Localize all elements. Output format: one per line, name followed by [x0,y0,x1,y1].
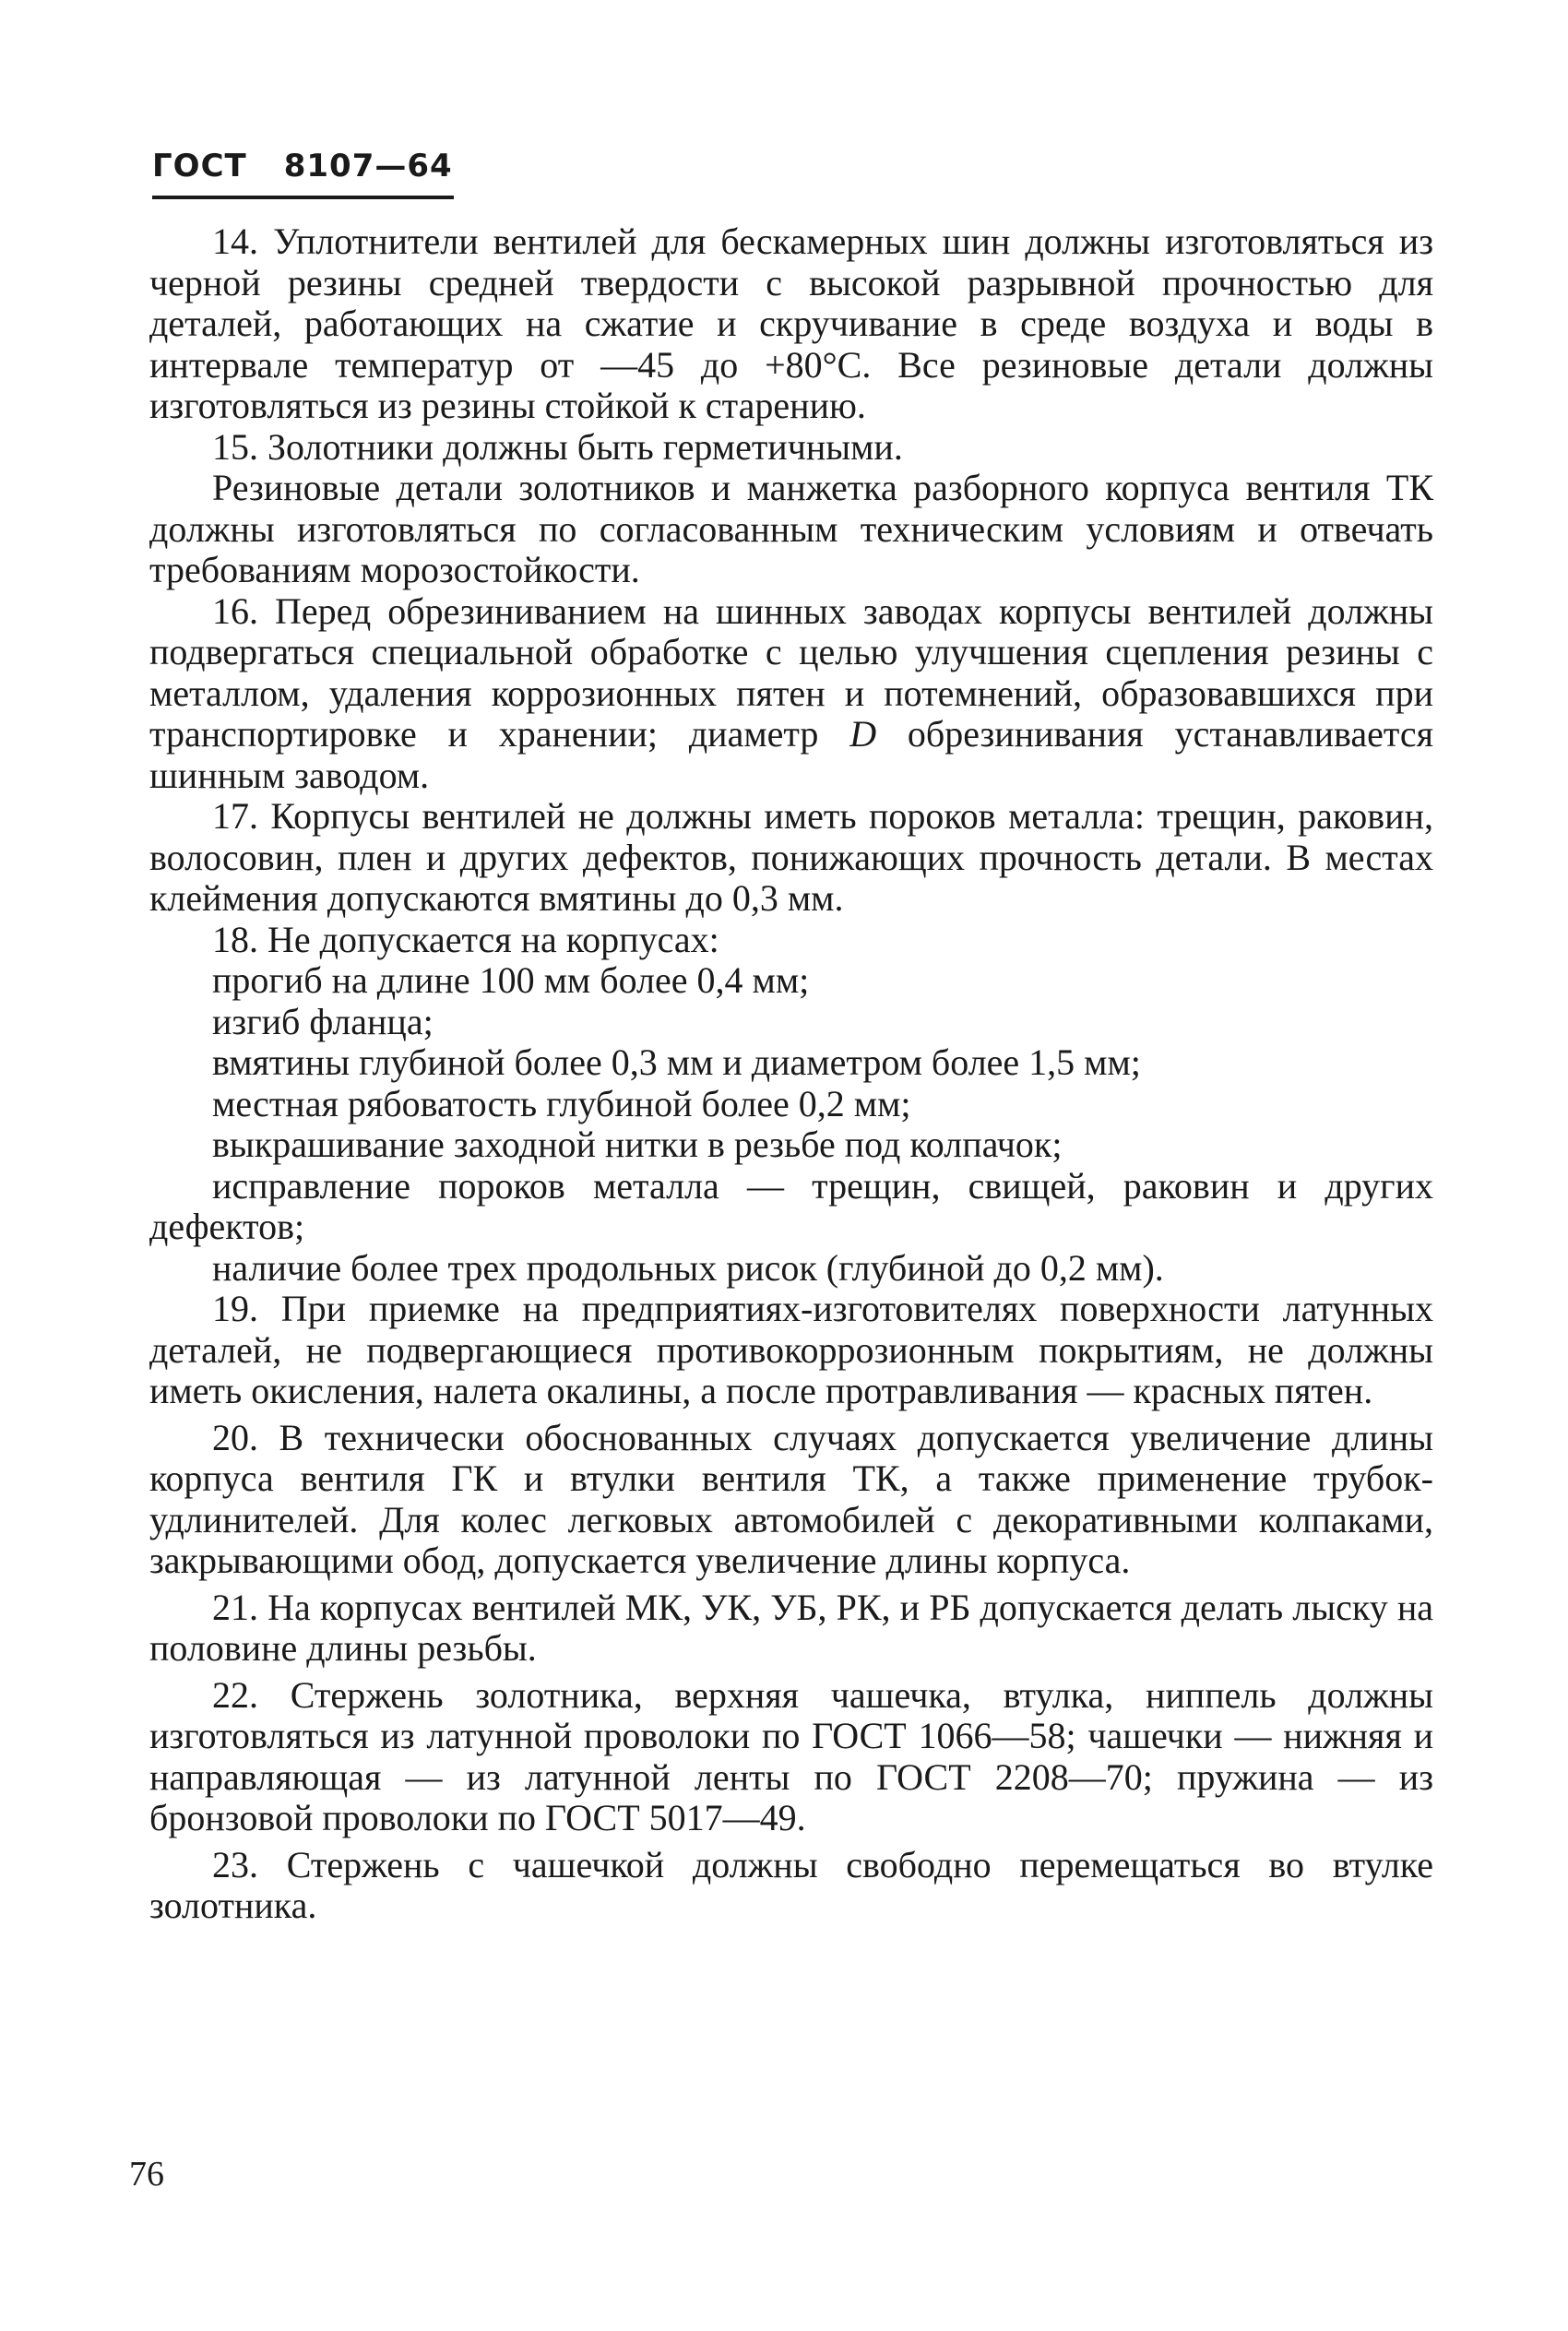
header-rule [152,196,454,199]
paragraph-15: 15. Золотники должны быть герметичными. [212,425,903,468]
paragraph-16-text-a: 16. Перед обрезиниванием на шинных заводах корпусы вентилей должны подвергаться специальной обработке с целью улучшения сцепления резины с металлом, удаления коррозионных пятен и потемнений, образовавшихся при транспортировке и хранении; диаметр [149,589,1433,755]
list-item: выкрашивание заходной нитки в резьбе под колпачок; [212,1124,1063,1165]
list-item: наличие более трех продольных рисок (глубиной до 0,2 мм). [212,1246,1164,1289]
paragraph-15-continued: Резиновые детали золотников и манжетка разборного корпуса вентиля ТК должны изготовляться по согласованным техническим условиям и отвечать требованиям морозостойкости. [149,467,1433,590]
running-header [152,148,457,184]
paragraph-23: 23. Стержень с чашечкой должны свободно перемещаться во втулке золотника. [149,1843,1433,1926]
paragraph-16 [149,591,1433,797]
paragraph-14: 14. Уплотнители вентилей для бескамерных шин должны изготовляться из черной резины средней твердости с высокой разрывной прочностью для деталей, работающих на сжатие и скручивание в среде воздуха и воды в интервале температур от —45 до +80°С. Все резиновые детали должны изготовляться из резины стойкой к старению. [149,220,1433,426]
header-gost: ГОСТ [152,148,247,184]
list-item: изгиб фланца; [212,1000,434,1042]
list-item: исправление пороков металла — трещин, свищей, раковин и других дефектов; [149,1164,1433,1247]
paragraph-18: 18. Не допускается на корпусах: [212,918,719,960]
paragraph-21: 21. На корпусах вентилей МК, УК, УБ, РК, и РБ допускается делать лыску на половине длины резьбы. [149,1586,1433,1669]
paragraph-19: 19. При приемке на предприятиях-изготовителях поверхности латунных деталей, не подвергающиеся противокоррозионным покрытиям, не должны иметь окисления, налета окалины, а после протравливания — красных пятен. [149,1288,1433,1411]
paragraph-20: 20. В технически обоснованных случаях допускается увеличение длины корпуса вентиля ГК и втулки вентиля ТК, а также применение трубок-удлинителей. Для колес легковых автомобилей с декоративными колпаками, закрывающими обод, допускается увеличение длины корпуса. [149,1416,1433,1581]
paragraph-17: 17. Корпусы вентилей не должны иметь пороков металла: трещин, раковин, волосовин, плен и других дефектов, понижающих прочность детали. В местах клеймения допускаются вмятины до 0,3 мм. [149,795,1433,919]
list-item: местная рябоватость глубиной более 0,2 мм; [212,1082,911,1124]
list-item: вмятины глубиной более 0,3 мм и диаметром более 1,5 мм; [212,1041,1141,1083]
diameter-variable: D [849,713,877,755]
document-body [149,221,1433,1927]
paragraph-16-text-b: обрезинивания устанавливается шинным заводом. [149,713,1433,796]
header-standard-code: 8107—64 [283,148,453,184]
page-number: 76 [129,2155,164,2194]
list-item: прогиб на длине 100 мм более 0,4 мм; [212,959,810,1001]
paragraph-22: 22. Стержень золотника, верхняя чашечка, втулка, ниппель должны изготовляться из латунной проволоки по ГОСТ 1066—58; чашечки — нижняя и направляющая — из латунной ленты по ГОСТ 2208—70; пружина — из бронзовой проволоки по ГОСТ 5017—49. [149,1673,1433,1838]
